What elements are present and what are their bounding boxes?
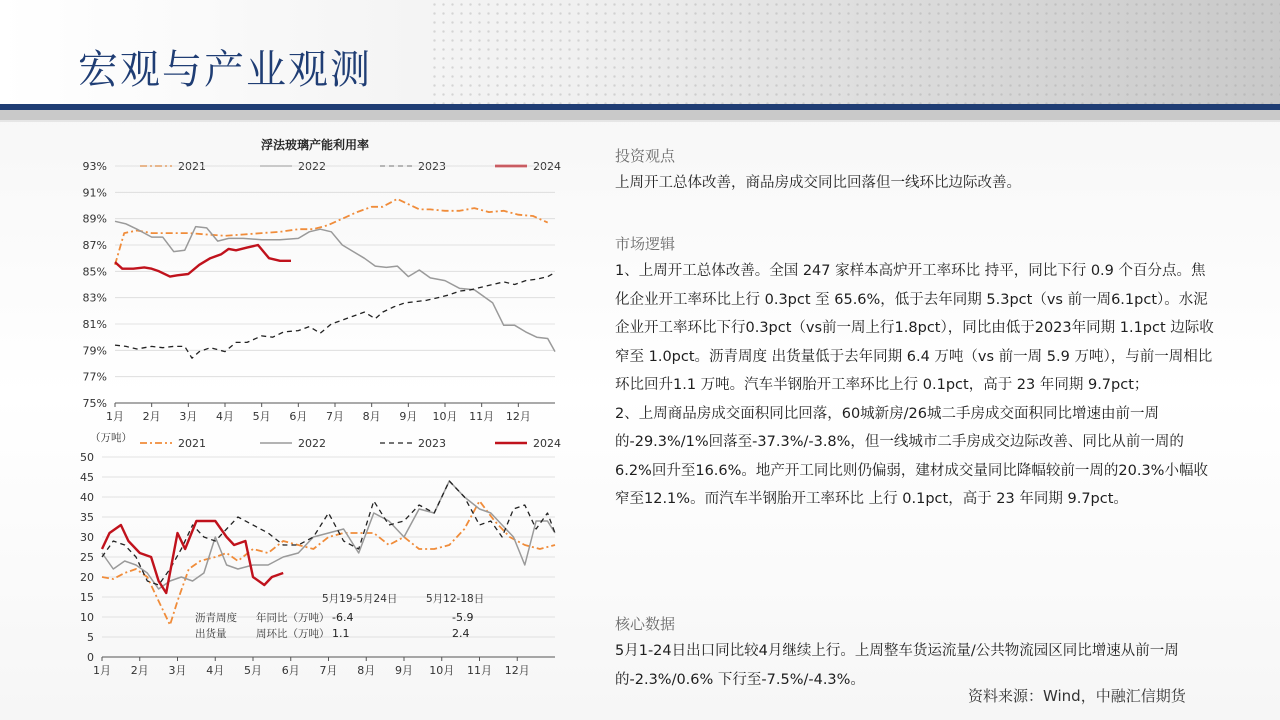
series-line-2024 [115, 245, 291, 277]
table-col-header: 5月19-5月24日 [322, 593, 398, 605]
legend-label: 2024 [533, 437, 561, 450]
x-tick-label: 12月 [505, 410, 531, 423]
table-value: -6.4 [332, 611, 354, 624]
y-tick-label: 75% [82, 397, 107, 410]
y-tick-label: 5 [87, 631, 94, 644]
y-tick-label: 10 [80, 611, 94, 624]
y-tick-label: 87% [82, 239, 107, 252]
x-tick-label: 3月 [168, 664, 187, 677]
table-row-label: 出货量 [195, 628, 227, 640]
x-tick-label: 5月 [244, 664, 262, 677]
x-tick-label: 6月 [281, 664, 300, 677]
y-tick-label: 89% [82, 212, 107, 226]
section-investment-view [615, 143, 1021, 198]
section-heading: 市场逻辑 [615, 235, 676, 253]
unit-label: （万吨） [90, 432, 132, 444]
data-source: 资料来源：Wind，中融汇信期货 [968, 687, 1186, 705]
section-core-data [615, 611, 1215, 694]
series-line-2021 [102, 501, 555, 625]
table-value: 2.4 [452, 627, 470, 640]
table-value: -5.9 [452, 611, 474, 624]
y-tick-label: 79% [82, 344, 107, 358]
y-tick-label: 93% [82, 160, 107, 173]
x-tick-label: 11月 [469, 410, 495, 423]
y-tick-label: 81% [82, 318, 107, 331]
table-row-label: 年同比（万吨） [256, 612, 330, 624]
y-tick-label: 85% [82, 265, 107, 279]
section-paragraph: 上周开工总体改善，商品房成交同比回落但一线环比边际改善。 [615, 175, 1021, 191]
x-tick-label: 3月 [179, 410, 198, 423]
legend-label: 2023 [418, 437, 446, 450]
world-map-pattern [430, 0, 1280, 118]
chart-title: 浮法玻璃产能利用率 [260, 138, 370, 152]
section-heading: 投资观点 [615, 147, 676, 165]
x-tick-label: 2月 [142, 410, 161, 423]
y-tick-label: 77% [82, 370, 107, 384]
charts-svg [60, 125, 580, 690]
legend-label: 2022 [298, 160, 326, 173]
section-heading: 核心数据 [615, 615, 676, 633]
y-tick-label: 50 [80, 451, 94, 464]
legend-label: 2022 [298, 437, 326, 450]
legend-label: 2021 [178, 160, 206, 173]
legend-label: 2024 [533, 160, 561, 173]
y-tick-label: 45 [80, 471, 94, 484]
chart-glass-utilization [83, 137, 561, 423]
x-tick-label: 8月 [357, 664, 376, 677]
x-tick-label: 11月 [467, 664, 492, 677]
table-row-label: 周环比（万吨） [256, 628, 330, 640]
section-paragraph: 5月1-24日出口同比较4月继续上行。上周整车货运流量/公共物流园区同比增速从前一周的-2.3%/0.6% 下行至-7.5%/-4.3%。 [615, 643, 1179, 688]
section-paragraph: 1、上周开工总体改善。全国 247 家样本高炉开工率环比 持平，同比下行 0.9 个百分点。焦化企业开工率环比上行 0.3pct 至 65.6%，低于去年同期 5.3pct（vs 前一周6.1pct）。水泥企业开工率环比下行0.3pct（vs前一周上行1.8pct），同比由低于2023年同期 1.1pct 边际收窄至 1.0pct。沥青周度 出货量低于去年同期 6.4 万吨（vs 前一周 5.9 万吨），与前一周相比环比回升1.1 万吨。汽车半钢胎开工率环比上行 0.1pct，高于 23 年同期 9.7pct； [615, 263, 1214, 393]
x-tick-label: 12月 [504, 664, 530, 677]
section-paragraph: 2、上周商品房成交面积同比回落，60城新房/26城二手房成交面积同比增速由前一周的-29.3%/1%回落至-37.3%/-3.8%，但一线城市二手房成交边际改善、同比从前一周的6.2%回升至16.6%。地产开工同比则仍偏弱，建材成交量同比降幅较前一周的20.3%小幅收窄至12.1%。而汽车半钢胎开工率环比 上行 0.1pct，高于 23 年同期 9.7pct。 [615, 405, 1208, 507]
y-tick-label: 83% [82, 291, 107, 305]
x-tick-label: 10月 [432, 410, 458, 423]
x-tick-label: 9月 [395, 664, 413, 677]
table-row-label: 沥青周度 [195, 612, 237, 624]
y-tick-label: 30 [80, 531, 94, 544]
header-divider-light [0, 120, 1280, 122]
x-tick-label: 8月 [362, 410, 381, 423]
x-tick-label: 7月 [319, 664, 338, 677]
table-col-header: 5月12-18日 [426, 593, 485, 605]
legend-label: 2023 [418, 160, 446, 173]
x-tick-label: 2月 [130, 664, 149, 677]
y-tick-label: 40 [80, 491, 94, 504]
series-line-2023 [115, 273, 555, 359]
series-line-2022 [115, 221, 555, 351]
x-tick-label: 7月 [326, 410, 344, 423]
y-tick-label: 25 [80, 551, 94, 564]
charts-area [60, 125, 580, 690]
x-tick-label: 9月 [399, 410, 418, 423]
table-value: 1.1 [332, 627, 350, 640]
y-tick-label: 0 [87, 651, 94, 664]
x-tick-label: 1月 [93, 664, 111, 677]
x-tick-label: 4月 [206, 664, 225, 677]
y-tick-label: 35 [80, 511, 94, 524]
x-tick-label: 6月 [289, 410, 308, 423]
x-tick-label: 1月 [106, 410, 124, 423]
header-divider-gray [0, 110, 1280, 120]
chart-asphalt-shipments [80, 431, 561, 677]
section-market-logic [615, 231, 1215, 514]
x-tick-label: 10月 [429, 664, 455, 677]
page-title: 宏观与产业观测 [78, 47, 372, 93]
y-tick-label: 15 [80, 591, 94, 604]
legend-label: 2021 [178, 437, 206, 450]
x-tick-label: 4月 [216, 410, 234, 423]
x-tick-label: 5月 [252, 410, 271, 423]
y-tick-label: 20 [80, 571, 94, 584]
y-tick-label: 91% [82, 186, 107, 200]
